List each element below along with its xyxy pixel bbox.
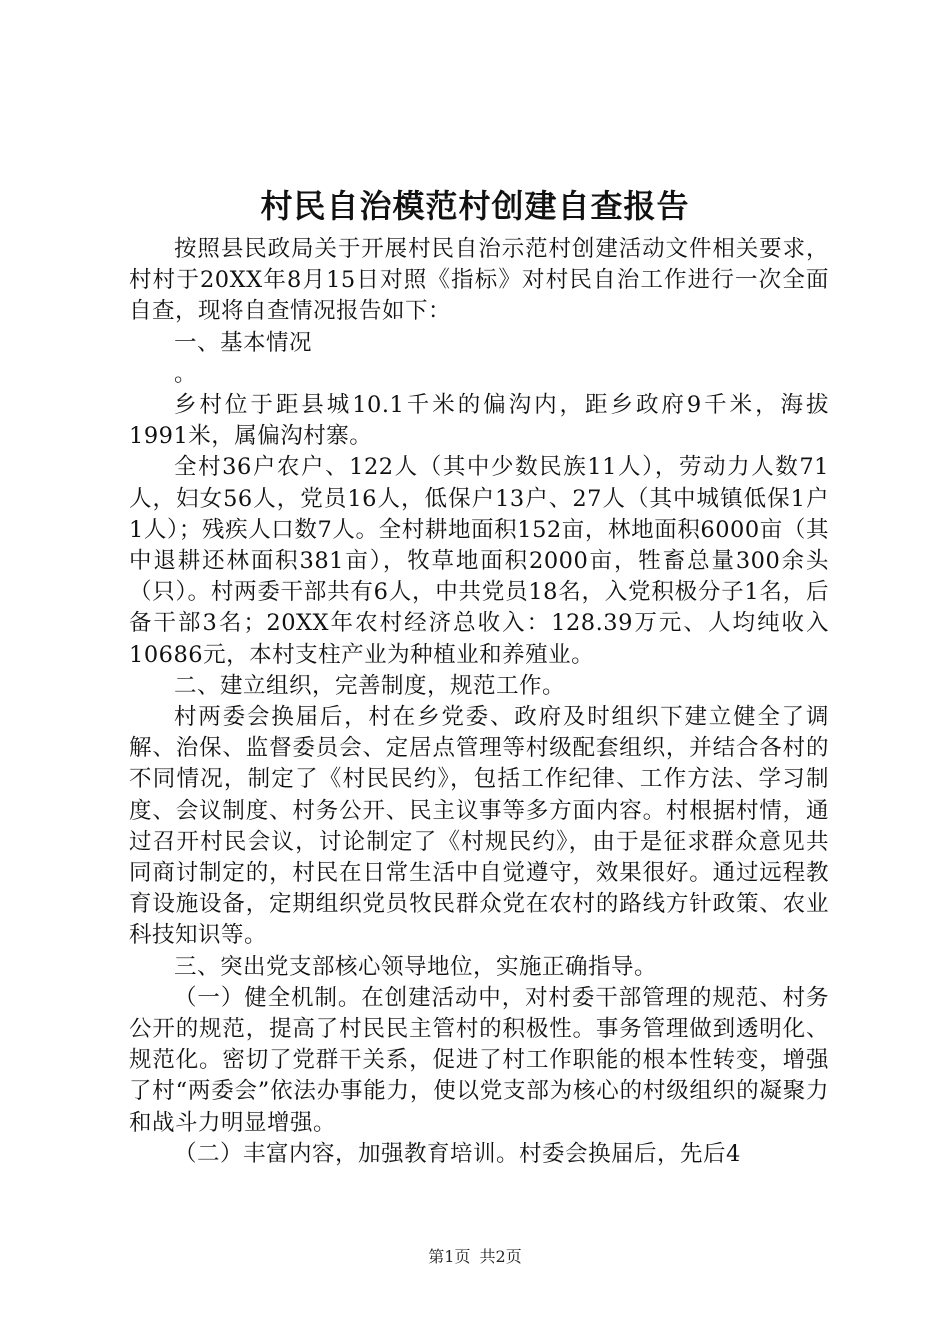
paragraph-training: （二）丰富内容，加强教育培训。村委会换届后，先后4 — [174, 1140, 741, 1167]
paragraph-location: 乡村位于距县城10.1千米的偏沟内，距乡政府9千米，海拔1991米，属偏沟村寨。 — [129, 392, 829, 450]
page-number: 第1页 — [428, 1247, 471, 1266]
paragraph-population: 全村36户农户、122人（其中少数民族11人），劳动力人数71人，妇女56人，党员16人，低保户13户、27人（其中城镇低保1户1人）；残疾人口数7人。全村耕地面积152亩，林地面积6000亩（其中退耕还林面积381亩），牧草地面积2000亩，牲畜总量300余头（只）。村两委干部共有6人，中共党员18名，入党积极分子1名，后备干部3名；20XX年农村经济总收入：128.39万元、人均纯收入10686元，本村支柱产业为种植业和养殖业。 — [129, 454, 829, 668]
paragraph-mechanism: （一）健全机制。在创建活动中，对村委干部管理的规范、村务公开的规范，提高了村民民主管村的积极性。事务管理做到透明化、规范化。密切了党群干关系，促进了村工作职能的根本性转变，增强了村“两委会”依法办事能力，使以党支部为核心的村级组织的凝聚力和战斗力明显增强。 — [129, 984, 829, 1136]
document-body — [129, 234, 829, 1170]
page-total: 共2页 — [479, 1247, 522, 1266]
section-heading-basic-info: 一、基本情况 — [174, 329, 313, 356]
section-heading-party-leadership: 三、突出党支部核心领导地位，实施正确指导。 — [174, 953, 658, 980]
page-footer — [0, 1246, 950, 1268]
paragraph-organization: 村两委会换届后，村在乡党委、政府及时组织下建立健全了调解、治保、监督委员会、定居点管理等村级配套组织，并结合各村的不同情况，制定了《村民民约》，包括工作纪律、工作方法、学习制度、会议制度、村务公开、民主议事等多方面内容。村根据村情，通过召开村民会议，讨论制定了《村规民约》，由于是征求群众意见共同商讨制定的，村民在日常生活中自觉遵守，效果很好。通过远程教育设施设备，定期组织党员牧民群众党在农村的路线方针政策、农业科技知识等。 — [129, 704, 829, 949]
paragraph-intro: 按照县民政局关于开展村民自治示范村创建活动文件相关要求，村村于20XX年8月15日对照《指标》对村民自治工作进行一次全面自查，现将自查情况报告如下： — [129, 236, 829, 325]
document-title: 村民自治模范村创建自查报告 — [260, 187, 690, 225]
paragraph-dot: 。 — [174, 360, 198, 387]
section-heading-organization: 二、建立组织，完善制度，规范工作。 — [174, 672, 566, 699]
